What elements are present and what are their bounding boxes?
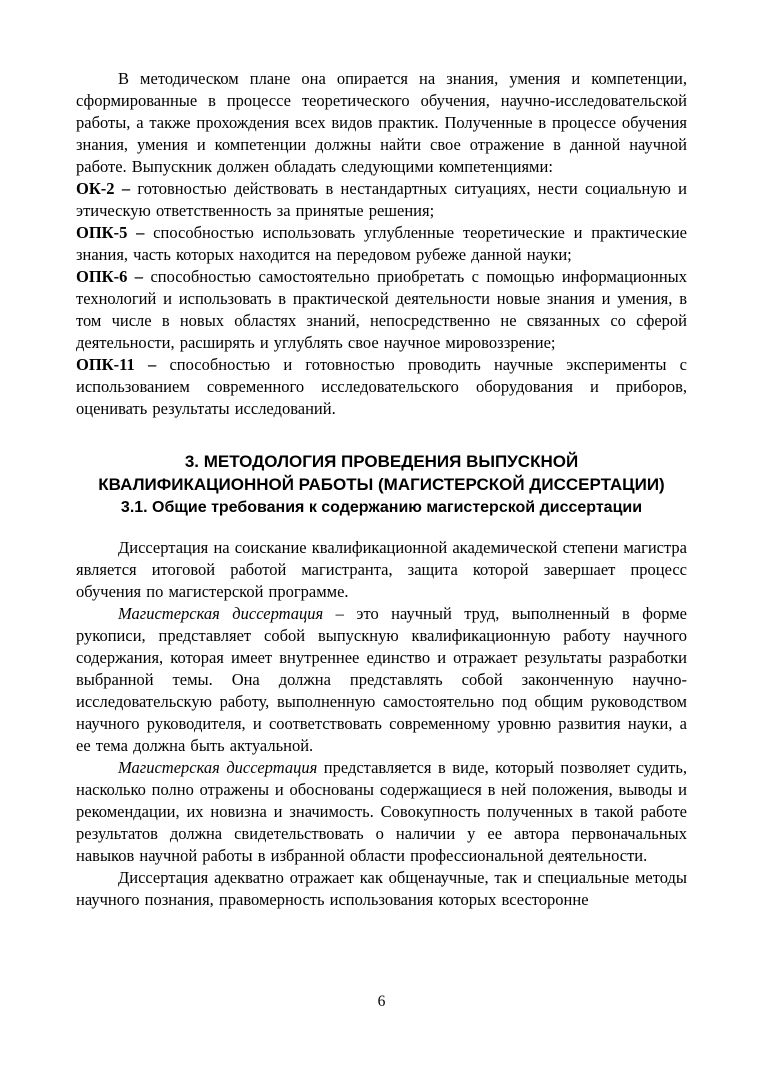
competency-item-opk5 — [76, 222, 687, 266]
term-italic: Магистерская диссертация — [118, 758, 318, 777]
section-heading — [76, 450, 687, 519]
section-title-line-2: КВАЛИФИКАЦИОННОЙ РАБОТЫ (МАГИСТЕРСКОЙ ДИССЕРТАЦИИ) — [98, 475, 665, 494]
term-italic: Магистерская диссертация — [118, 604, 324, 623]
competency-item-opk6 — [76, 266, 687, 354]
competency-text: готовностью действовать в нестандартных ситуациях, нести социальную и этическую ответственность за принятые решения; — [76, 179, 687, 220]
section-subtitle: 3.1. Общие требования к содержанию магистерской диссертации — [120, 499, 643, 516]
section-title-line-1: 3. МЕТОДОЛОГИЯ ПРОВЕДЕНИЯ ВЫПУСКНОЙ — [184, 452, 579, 471]
competency-text: способностью самостоятельно приобретать с помощью информационных технологий и использовать в практической деятельности новые знания и умения, в том числе в новых областях знаний, непосредственно не связанных со сферой деятельности, расширять и углублять свое научное мировоззрение; — [76, 267, 687, 352]
competency-item-opk11 — [76, 354, 687, 420]
page-number: 6 — [377, 993, 386, 1010]
competency-code: ОК-2 – — [76, 179, 131, 198]
body-paragraph-text: – это научный труд, выполненный в форме рукописи, представляет собой выпускную квалификационную работу научного содержания, которая имеет внутреннее единство и отражает результаты разработки выбранной темы. Она должна представлять собой законченную научно-исследовательскую работу, выполненную самостоятельно под общим руководством научного руководителя, и соответствовать современному уровню развития науки, а ее тема должна быть актуальной. — [76, 604, 688, 755]
body-paragraph-3 — [76, 757, 687, 867]
competency-code: ОПК-5 – — [76, 223, 145, 242]
intro-paragraph: В методическом плане она опирается на знания, умения и компетенции, сформированные в процессе теоретического обучения, научно-исследовательской работы, а также прохождения всех видов практик. Полученные в процессе обучения знания, умения и компетенции должны найти свое отражение в данной научной работе. Выпускник должен обладать следующими компетенциями: — [76, 69, 687, 176]
competency-code: ОПК-11 – — [76, 355, 157, 374]
body-paragraph-4: Диссертация адекватно отражает как общенаучные, так и специальные методы научного познания, правомерность использования которых всесторонне — [76, 868, 687, 909]
body-paragraph-text: представляется в виде, который позволяет судить, насколько полно отражены и обоснованы содержащиеся в ней положения, выводы и рекомендации, их новизна и значимость. Совокупность полученных в такой работе результатов должна свидетельствовать о наличии у ее автора первоначальных навыков научной работы в избранной области профессиональной деятельности. — [76, 758, 687, 865]
competency-text: способностью использовать углубленные теоретические и практические знания, часть которых находится на передовом рубеже данной науки; — [76, 223, 687, 264]
body-paragraph-2 — [76, 603, 687, 757]
body-paragraph-1: Диссертация на соискание квалификационной академической степени магистра является итоговой работой магистранта, защита которой завершает процесс обучения по магистерской программе. — [76, 538, 687, 601]
competency-text: способностью и готовностью проводить научные эксперименты с использованием современного исследовательского оборудования и приборов, оценивать результаты исследований. — [76, 355, 687, 418]
competency-code: ОПК-6 – — [76, 267, 144, 286]
competency-item-ok2 — [76, 178, 687, 222]
